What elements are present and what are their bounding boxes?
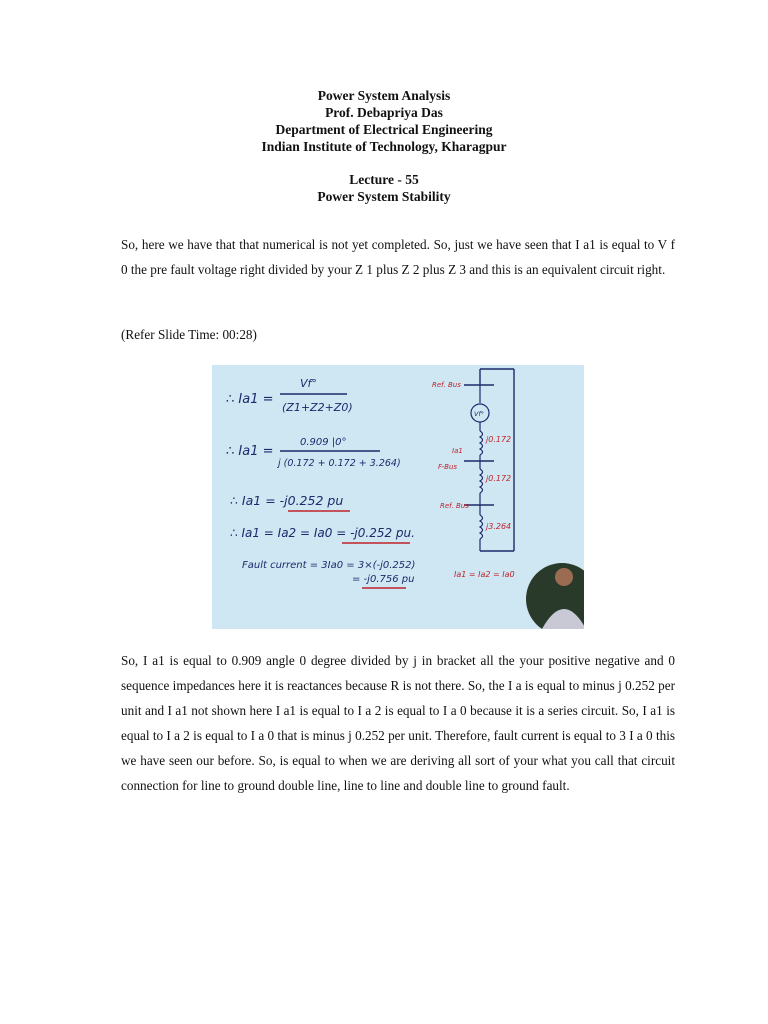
eq6-text: = -j0.756 pu xyxy=(352,574,415,585)
slide-drawing xyxy=(212,365,584,629)
department-name: Department of Electrical Engineering xyxy=(275,122,493,137)
label-ref-bus-1: Ref. Bus xyxy=(432,381,461,389)
paragraph-explanation: So, I a1 is equal to 0.909 angle 0 degree divided by j in bracket all the your positive negative and 0 sequence impedances here it is reactances because R is not there. So, the I a is equal to minus j 0.252 per unit and I a1 not shown here I a1 is equal to I a 2 is equal to I a 0 because it is a series circuit. So, I a1 is equal to I a 2 is equal to I a 0 that is minus j 0.252 per unit. Therefore, fault current is equal to 3 I a 0 this we have seen our before. So, is equal to when we are deriving all sort of your what you call that circuit connection for line to ground double line, line to line and double line to ground fault. xyxy=(121,653,675,793)
label-ref-bus-2: Ref. Bus xyxy=(440,502,469,510)
lecture-number: Lecture - 55 xyxy=(349,172,419,187)
eq1-denominator: (Z1+Z2+Z0) xyxy=(282,401,353,414)
label-vf: Vf° xyxy=(474,410,484,418)
lecture-slide-image xyxy=(212,365,584,629)
inductor-z2-icon xyxy=(480,469,483,493)
label-z1: j0.172 xyxy=(486,435,512,444)
course-title: Power System Analysis xyxy=(317,88,451,103)
inductor-z1-icon xyxy=(480,431,483,455)
institute-name: Indian Institute of Technology, Kharagpur xyxy=(261,139,507,154)
eq1-numerator: Vf° xyxy=(300,377,317,390)
inductor-z0-icon xyxy=(480,515,483,539)
slide-time-reference: (Refer Slide Time: 00:28) xyxy=(121,327,257,342)
eq2-denominator: j (0.172 + 0.172 + 3.264) xyxy=(278,458,401,469)
lecture-title: Power System Stability xyxy=(317,189,451,204)
lecture-heading xyxy=(0,171,768,205)
eq2-numerator: 0.909 |0° xyxy=(300,437,347,448)
label-f-bus: F-Bus xyxy=(438,463,458,471)
document-header xyxy=(0,87,768,155)
professor-name: Prof. Debapriya Das xyxy=(325,105,443,120)
eq4-text: ∴ Ia1 = Ia2 = Ia0 = -j0.252 pu. xyxy=(230,526,415,540)
eq3-text: ∴ Ia1 = -j0.252 pu xyxy=(230,493,344,508)
label-z2: j0.172 xyxy=(486,474,512,483)
label-current-equality: Ia1 = Ia2 = Ia0 xyxy=(454,570,515,579)
label-z0: j3.264 xyxy=(486,522,512,531)
eq5-text: Fault current = 3Ia0 = 3×(-j0.252) xyxy=(242,560,416,571)
paragraph-intro: So, here we have that that numerical is not yet completed. So, just we have seen that I a1 is equal to V f 0 the pre fault voltage right divided by your Z 1 plus Z 2 plus Z 3 and this is an equivalent circuit right. xyxy=(121,237,675,277)
eq1-lhs: ∴ Ia1 = xyxy=(226,392,274,407)
label-ia1: Ia1 xyxy=(452,447,463,455)
eq2-lhs: ∴ Ia1 = xyxy=(226,444,274,459)
presenter-video-inset xyxy=(526,563,584,629)
